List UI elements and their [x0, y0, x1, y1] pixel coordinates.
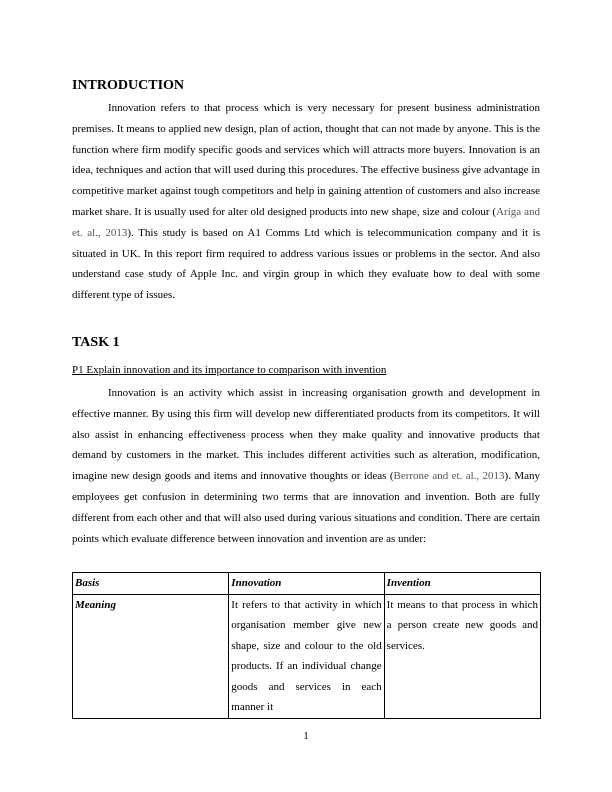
- page-number: 1: [303, 730, 309, 742]
- cell-basis-meaning: Meaning: [73, 594, 229, 718]
- task-heading: TASK 1: [72, 335, 120, 350]
- header-invention: Invention: [384, 573, 540, 595]
- introduction-citation: Ariga and et. al., 2013: [72, 205, 540, 239]
- cell-invention-meaning: It means to that process in which a person create new goods and services.: [384, 594, 540, 718]
- task-citation: Berrone and et. al., 2013: [393, 470, 505, 483]
- comparison-table: [72, 572, 541, 719]
- task-subheading: P1 Explain innovation and its importance to comparison with invention: [72, 364, 387, 376]
- introduction-paragraph: [72, 98, 540, 306]
- task-text-part-1: Innovation is an activity which assist in increasing organisation growth and development in effective manner. By using this firm will develop new differentiated products from its competitors. It will also assist in enhancing effectiveness process when they make quality and innovative products that demand by customers in the market. This includes different activities such as alteration, modification, imagine new design goods and items and innovative thoughts or ideas (: [72, 387, 540, 483]
- introduction-heading: INTRODUCTION: [72, 78, 185, 93]
- header-basis: Basis: [73, 573, 229, 595]
- task-text-part-2: ). Many employees get confusion in determining two terms that are innovation and invention. Both are fully different from each other and that will also used during various situations and condition. There are certain points which evaluate difference between innovation and invention are as under:: [72, 470, 541, 545]
- introduction-text-part-2: ). This study is based on A1 Comms Ltd which is telecommunication company and it is situated in UK. In this report firm required to address various issues or problems in the sector. And also understand case study of Apple Inc. and virgin group in which they evaluate how to deal with some different type of issues.: [72, 226, 540, 302]
- cell-innovation-meaning: It refers to that activity in which organisation member give new shape, size and colour to the old products. If an individual change goods and services in each manner it: [229, 594, 384, 718]
- header-innovation: Innovation: [229, 573, 384, 595]
- introduction-text-part-1: Innovation refers to that process which is very necessary for present business administration premises. It means to applied new design, plan of action, thought that can not made by anyone. This is the function where firm modify specific goods and services which will attracts more buyers. Innovation is an idea, techniques and action that will used during this procedures. The effective business give advantage in competitive market against tough competitors and help in gaining attention of customers and also increase market share. It is usually used for alter old designed products into new shape, size and colour (: [72, 102, 540, 218]
- task-paragraph: [72, 383, 540, 549]
- table-row: [73, 594, 541, 718]
- table-header-row: [73, 573, 541, 595]
